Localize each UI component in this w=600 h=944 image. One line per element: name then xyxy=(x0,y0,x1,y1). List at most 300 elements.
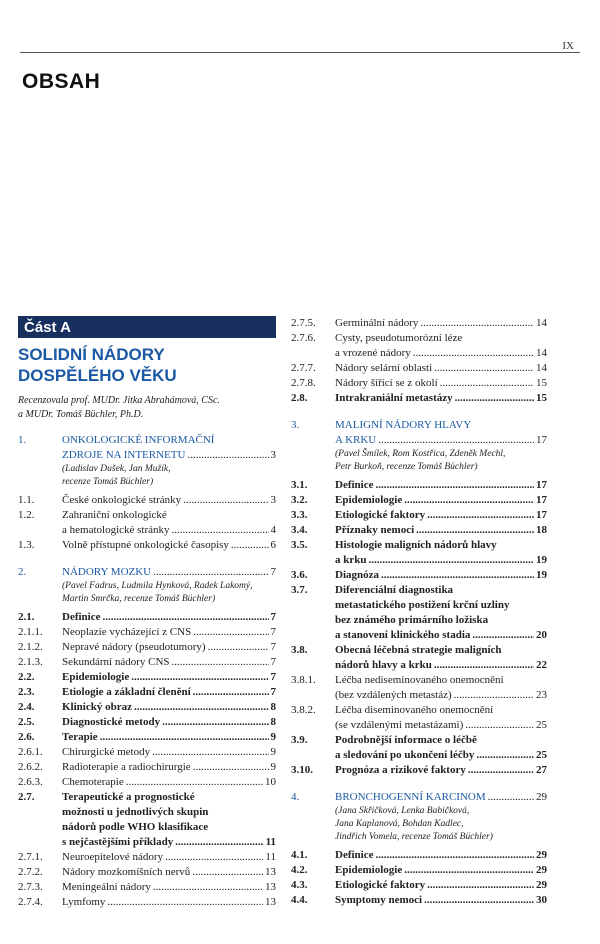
dot-leader xyxy=(134,700,269,715)
toc-entry-body xyxy=(62,508,276,538)
toc-entry-number: 3.5. xyxy=(291,539,308,551)
toc-chapter[interactable] xyxy=(18,433,276,493)
dot-leader xyxy=(153,565,268,580)
toc-entry-title-text: nádorů podle WHO klasifikace xyxy=(62,821,209,833)
toc-entry-title-text: Obecná léčebná strategie maligních xyxy=(335,644,502,656)
toc-entry-body xyxy=(335,361,547,376)
dot-leader xyxy=(468,763,534,778)
toc-entry-title-line xyxy=(62,610,276,625)
toc-entry-title-text: MALIGNÍ NÁDORY HLAVY xyxy=(335,419,472,431)
toc-entry-title-line xyxy=(62,850,276,865)
toc-entry-body xyxy=(62,760,276,775)
toc-entry-page: 17 xyxy=(536,509,547,521)
toc-entry-title-text: Nádory selární oblasti xyxy=(335,362,433,374)
toc-entry-number: 2.7.3. xyxy=(18,881,43,893)
toc-entry-page: 8 xyxy=(270,716,276,728)
chapter-authors-line: (Pavel Šmílek, Rom Kostřica, Zdeněk Mechl, xyxy=(335,449,506,459)
toc-entry-number: 2.7.1. xyxy=(18,851,43,863)
toc-entry-number: 3.10. xyxy=(291,764,313,776)
toc-entry-body xyxy=(62,790,276,850)
toc-entry-number: 4.4. xyxy=(291,894,308,906)
toc-entry-page: 30 xyxy=(536,894,547,906)
toc-entry[interactable] xyxy=(291,643,547,673)
toc-entry[interactable] xyxy=(18,685,276,700)
toc-entry-number: 2.4. xyxy=(18,701,35,713)
toc-entry-body xyxy=(335,878,547,893)
toc-entry-title-text: nádorů hlavy a krku xyxy=(335,659,432,671)
toc-entry-body xyxy=(62,745,276,760)
toc-entry-page: 15 xyxy=(536,392,547,404)
toc-entry-title-text: Nepravé nádory (pseudotumory) xyxy=(62,641,206,653)
reviewers-line: a MUDr. Tomáš Büchler, Ph.D. xyxy=(18,408,144,420)
toc-entry-number: 2.7.6. xyxy=(291,332,316,344)
toc-entry-page: 14 xyxy=(536,362,547,374)
chapter-authors-line: (Pavel Fadrus, Ludmila Hynková, Radek Lakomý, xyxy=(62,581,253,591)
toc-entry-body xyxy=(62,880,276,895)
toc-entry-number: 2.7.7. xyxy=(291,362,316,374)
toc-entry-title-line xyxy=(335,568,547,583)
toc-entry[interactable] xyxy=(18,538,276,553)
chapter-authors-line: Jindřich Vomela, recenze Tomáš Büchler) xyxy=(335,832,493,842)
toc-entry[interactable] xyxy=(18,895,276,910)
toc-entry-page: 9 xyxy=(270,731,276,743)
toc-entry[interactable] xyxy=(18,730,276,745)
toc-entry-title-line xyxy=(62,655,276,670)
toc-entry-number: 2.1. xyxy=(18,611,35,623)
toc-entry-title-line xyxy=(62,640,276,655)
toc-entry-title-line xyxy=(335,673,547,688)
toc-entry-title-text: Epidemiologie xyxy=(335,864,403,876)
toc-entry-title-text: Epidemiologie xyxy=(62,671,130,683)
toc-entry-title-text: Histologie maligních nádorů hlavy xyxy=(335,539,497,551)
toc-entry-title-text: Etiologické faktory xyxy=(335,509,426,521)
toc-entry-title-line xyxy=(62,865,276,880)
toc-entry-title-line xyxy=(335,331,547,346)
toc-entry-title-line xyxy=(62,775,276,790)
toc-left-column xyxy=(18,316,276,910)
dot-leader xyxy=(427,508,534,523)
dot-leader xyxy=(434,658,534,673)
dot-leader xyxy=(440,376,534,391)
toc-entry-title-line xyxy=(62,790,276,805)
toc-entry-title-line xyxy=(335,418,547,433)
toc-entry[interactable] xyxy=(18,625,276,640)
toc-entry[interactable] xyxy=(18,610,276,625)
toc-entry-title-text: Diagnóza xyxy=(335,569,379,581)
toc-entry[interactable] xyxy=(291,361,547,376)
dot-leader xyxy=(183,493,268,508)
toc-entry-page: 27 xyxy=(536,764,547,776)
toc-entry-title-text: Podrobnější informace o léčbě xyxy=(335,734,477,746)
toc-entry-number: 2.1.3. xyxy=(18,656,43,668)
toc-entry-body xyxy=(62,775,276,790)
toc-entry[interactable] xyxy=(291,863,547,878)
dot-leader xyxy=(416,523,534,538)
dot-leader xyxy=(434,361,534,376)
toc-entry-body xyxy=(62,895,276,910)
toc-entry[interactable] xyxy=(18,865,276,880)
toc-entry-body xyxy=(335,493,547,508)
toc-entry-title-text: Terapie xyxy=(62,731,98,743)
toc-entry-title-text: a vrozené nádory xyxy=(335,347,411,359)
dot-leader xyxy=(193,760,269,775)
toc-entry-title-line xyxy=(62,700,276,715)
dot-leader xyxy=(102,610,268,625)
toc-entry-title-line xyxy=(62,805,276,820)
toc-entry[interactable] xyxy=(291,673,547,703)
part-title xyxy=(18,344,276,386)
toc-entry-title-line xyxy=(335,733,547,748)
toc-chapter[interactable] xyxy=(18,565,276,610)
toc-entry-title-text: Definice xyxy=(335,479,374,491)
toc-entry[interactable] xyxy=(291,508,547,523)
toc-entry-page: 17 xyxy=(536,479,547,491)
toc-entry-title-text: Prognóza a rizikové faktory xyxy=(335,764,466,776)
toc-entry-body xyxy=(62,670,276,685)
toc-entry-body xyxy=(335,763,547,778)
toc-entry-body xyxy=(62,433,276,493)
dot-leader xyxy=(427,878,534,893)
dot-leader xyxy=(375,848,534,863)
toc-entry-page: 18 xyxy=(536,524,547,536)
toc-entry[interactable] xyxy=(291,493,547,508)
toc-entry-page: 13 xyxy=(265,896,276,908)
toc-entry-page: 7 xyxy=(270,626,276,638)
toc-entry[interactable] xyxy=(18,700,276,715)
toc-entry-page: 29 xyxy=(536,791,547,803)
toc-entry-page: 9 xyxy=(270,746,276,758)
toc-entry-number: 2.1.2. xyxy=(18,641,43,653)
toc-entry-title-text: Klinický obraz xyxy=(62,701,132,713)
toc-entry-page: 7 xyxy=(270,671,276,683)
toc-entry[interactable] xyxy=(291,848,547,863)
toc-entry-title-text: Intrakraniální metastázy xyxy=(335,392,453,404)
toc-entry-title-text: Terapeutické a prognostické xyxy=(62,791,195,803)
toc-entry-number: 3.1. xyxy=(291,479,308,491)
dot-leader xyxy=(126,775,263,790)
toc-entry-body xyxy=(335,568,547,583)
toc-entry-body xyxy=(335,478,547,493)
toc-entry-number: 2.6.1. xyxy=(18,746,43,758)
reviewers-line: Recenzovala prof. MUDr. Jitka Abrahámová, CSc. xyxy=(18,395,220,406)
toc-entry-title-line xyxy=(62,880,276,895)
dot-leader xyxy=(153,880,263,895)
toc-entry-number: 2.6.2. xyxy=(18,761,43,773)
toc-entry-page: 14 xyxy=(536,347,547,359)
toc-entry-title-line xyxy=(62,448,276,463)
toc-entry-page: 15 xyxy=(536,377,547,389)
toc-entry-page: 22 xyxy=(536,659,547,671)
toc-entry-number: 2.6.3. xyxy=(18,776,43,788)
toc-entry[interactable] xyxy=(18,493,276,508)
toc-entry-number: 1.3. xyxy=(18,539,35,551)
toc-entry[interactable] xyxy=(291,391,547,406)
toc-entry[interactable] xyxy=(291,538,547,568)
toc-entry-page: 11 xyxy=(265,851,276,863)
chapter-authors xyxy=(335,805,547,844)
toc-entry-number: 3.8. xyxy=(291,644,308,656)
toc-entry-page: 25 xyxy=(536,749,547,761)
toc-chapter[interactable] xyxy=(291,790,547,848)
toc-entry-title-line xyxy=(335,391,547,406)
toc-entry-page: 7 xyxy=(270,566,276,578)
toc-entry-number: 2.2. xyxy=(18,671,35,683)
dot-leader xyxy=(413,346,534,361)
toc-entry-body xyxy=(335,331,547,361)
toc-entry-body xyxy=(62,640,276,655)
toc-entry-number: 3.9. xyxy=(291,734,308,746)
toc-entry[interactable] xyxy=(291,568,547,583)
toc-entry[interactable] xyxy=(291,583,547,643)
toc-entry-page: 29 xyxy=(536,849,547,861)
toc-entry[interactable] xyxy=(18,655,276,670)
dot-leader xyxy=(152,745,268,760)
dot-leader xyxy=(175,835,263,850)
toc-entry-title-line xyxy=(335,703,547,718)
toc-entry-title-text: s nejčastějšími příklady xyxy=(62,836,174,848)
toc-entry-title-line xyxy=(335,613,547,628)
toc-entry-page: 7 xyxy=(270,686,276,698)
toc-entry-number: 4.1. xyxy=(291,849,308,861)
toc-entry-title-text: (se vzdálenými metastázami) xyxy=(335,719,464,731)
toc-entry-title-line xyxy=(335,316,547,331)
toc-entry-page: 13 xyxy=(265,866,276,878)
toc-entry-page: 17 xyxy=(536,494,547,506)
chapter-authors xyxy=(335,448,547,474)
toc-entry-page: 23 xyxy=(536,689,547,701)
toc-entry-number: 2.7.5. xyxy=(291,317,316,329)
toc-entry[interactable] xyxy=(291,733,547,763)
toc-entry[interactable] xyxy=(18,715,276,730)
toc-entry-page: 7 xyxy=(270,656,276,668)
toc-entry-title-line xyxy=(62,745,276,760)
part-reviewers xyxy=(18,394,276,421)
toc-entry-title-text: Nádory šířící se z okolí xyxy=(335,377,438,389)
toc-entry-body xyxy=(62,850,276,865)
toc-entry-title-line xyxy=(62,715,276,730)
toc-entry-page: 8 xyxy=(270,701,276,713)
toc-entry-body xyxy=(335,848,547,863)
toc-entry-title-text: ZDROJE NA INTERNETU xyxy=(62,449,186,461)
dot-leader xyxy=(369,553,535,568)
toc-entry[interactable] xyxy=(291,878,547,893)
toc-entry[interactable] xyxy=(18,745,276,760)
chapter-authors-line: (Ladislav Dušek, Jan Mužík, xyxy=(62,464,171,474)
chapter-authors-line: recenze Tomáš Büchler) xyxy=(62,477,154,487)
dot-leader xyxy=(454,688,534,703)
toc-entry-page: 7 xyxy=(270,641,276,653)
toc-entry[interactable] xyxy=(291,331,547,361)
toc-entry-page: 6 xyxy=(270,539,276,551)
toc-entry-title-text: NÁDORY MOZKU xyxy=(62,566,152,578)
toc-entry-page: 3 xyxy=(270,494,276,506)
toc-entry-title-text: Etiologické faktory xyxy=(335,879,426,891)
toc-entry-title-text: Diferenciální diagnostika xyxy=(335,584,454,596)
toc-entry-title-text: Germinální nádory xyxy=(335,317,419,329)
dot-leader xyxy=(472,628,534,643)
toc-entry-title-text: možnosti u jednotlivých skupin xyxy=(62,806,209,818)
toc-entry-title-line xyxy=(335,790,547,805)
toc-entry-title-text: Zahraniční onkologické xyxy=(62,509,167,521)
toc-entry-body xyxy=(335,583,547,643)
toc-entry-body xyxy=(335,523,547,538)
toc-entry-title-line xyxy=(335,493,547,508)
dot-leader xyxy=(187,448,268,463)
dot-leader xyxy=(162,715,268,730)
toc-entry-title-line xyxy=(62,565,276,580)
toc-entry-title-line xyxy=(335,523,547,538)
dot-leader xyxy=(172,523,269,538)
toc-entry-title-text: Neoplazie vycházející z CNS xyxy=(62,626,192,638)
toc-entry-title-line xyxy=(62,730,276,745)
toc-entry-page: 11 xyxy=(265,836,276,848)
toc-entry-number: 2. xyxy=(18,566,27,578)
toc-entry-number: 4. xyxy=(291,791,300,803)
toc-entry-number: 4.3. xyxy=(291,879,308,891)
toc-entry-number: 2.7.8. xyxy=(291,377,316,389)
toc-entry-title-line xyxy=(62,670,276,685)
toc-entry-title-text: Neuroepitelové nádory xyxy=(62,851,164,863)
dot-leader xyxy=(404,863,534,878)
toc-entry[interactable] xyxy=(18,670,276,685)
toc-entry-number: 3.6. xyxy=(291,569,308,581)
chapter-authors xyxy=(62,580,276,606)
toc-entry[interactable] xyxy=(291,316,547,331)
toc-entry-page: 19 xyxy=(536,569,547,581)
dot-leader xyxy=(100,730,269,745)
toc-entry-title-line xyxy=(335,628,547,643)
toc-entry-body xyxy=(62,493,276,508)
toc-entry-body xyxy=(62,610,276,625)
toc-entry-page: 14 xyxy=(536,317,547,329)
toc-entry-page: 20 xyxy=(536,629,547,641)
toc-entry-title-line xyxy=(335,863,547,878)
toc-entry-page: 9 xyxy=(270,761,276,773)
toc-entry-body xyxy=(62,538,276,553)
toc-entry-title-line xyxy=(62,760,276,775)
toc-entry-title-text: Chirurgické metody xyxy=(62,746,151,758)
toc-entry[interactable] xyxy=(291,763,547,778)
toc-entry[interactable] xyxy=(291,523,547,538)
chapter-authors-line: Martin Smrčka, recenze Tomáš Büchler) xyxy=(62,594,216,604)
toc-entry[interactable] xyxy=(291,376,547,391)
toc-entry[interactable] xyxy=(18,775,276,790)
toc-entry-page: 7 xyxy=(270,611,276,623)
toc-entry-title-text: Cysty, pseudotumorózní léze xyxy=(335,332,463,344)
toc-entry[interactable] xyxy=(18,850,276,865)
toc-entry-page: 19 xyxy=(536,554,547,566)
dot-leader xyxy=(465,718,534,733)
toc-entry-title-text: a sledování po ukončení léčby xyxy=(335,749,475,761)
toc-entry-page: 29 xyxy=(536,864,547,876)
dot-leader xyxy=(488,790,534,805)
toc-entry-number: 3. xyxy=(291,419,300,431)
toc-entry[interactable] xyxy=(18,880,276,895)
toc-entry-title-line xyxy=(62,508,276,523)
toc-entry[interactable] xyxy=(291,703,547,733)
toc-entry-title-line xyxy=(62,895,276,910)
toc-entry-number: 1.2. xyxy=(18,509,35,521)
toc-entry[interactable] xyxy=(291,478,547,493)
toc-chapter[interactable] xyxy=(291,418,547,478)
toc-entry-page: 10 xyxy=(265,776,276,788)
page-heading: OBSAH xyxy=(22,70,101,93)
toc-entry-number: 2.1.1. xyxy=(18,626,43,638)
toc-entry-body xyxy=(335,893,547,908)
toc-entry-title-line xyxy=(62,493,276,508)
toc-entry-title-text: Definice xyxy=(335,849,374,861)
toc-entry-number: 3.8.2. xyxy=(291,704,316,716)
page-number: IX xyxy=(562,40,574,52)
dot-leader xyxy=(165,850,263,865)
toc-entry-title-line xyxy=(62,523,276,538)
toc-entry-title-line xyxy=(62,625,276,640)
toc-entry[interactable] xyxy=(18,790,276,850)
toc-entry-body xyxy=(62,655,276,670)
toc-entry-title-line xyxy=(335,376,547,391)
toc-entry-title-text: Radioterapie a radiochirurgie xyxy=(62,761,191,773)
toc-entry-page: 4 xyxy=(270,524,276,536)
toc-entry-title-line xyxy=(62,835,276,850)
dot-leader xyxy=(208,640,269,655)
toc-entry-body xyxy=(62,685,276,700)
toc-entry-title-text: Symptomy nemoci xyxy=(335,894,423,906)
toc-entry-body xyxy=(335,391,547,406)
toc-entry-title-text: České onkologické stránky xyxy=(62,494,182,506)
toc-entry[interactable] xyxy=(18,760,276,775)
toc-entry-title-text: bez známého primárního ložiska xyxy=(335,614,489,626)
toc-entry-number: 3.3. xyxy=(291,509,308,521)
toc-entry-page: 3 xyxy=(270,449,276,461)
toc-entry-title-text: BRONCHOGENNÍ KARCINOM xyxy=(335,791,486,803)
toc-entry-title-line xyxy=(335,688,547,703)
toc-entry-title-line xyxy=(335,748,547,763)
toc-entry-title-line xyxy=(335,763,547,778)
toc-entry-number: 2.7.2. xyxy=(18,866,43,878)
toc-entry-title-text: Chemoterapie xyxy=(62,776,124,788)
toc-entry-title-text: Lymfomy xyxy=(62,896,106,908)
toc-entry[interactable] xyxy=(18,640,276,655)
toc-entry-title-line xyxy=(62,433,276,448)
toc-entry-title-text: Sekundární nádory CNS xyxy=(62,656,170,668)
toc-entry-title-line xyxy=(335,538,547,553)
toc-entry-page: 25 xyxy=(536,719,547,731)
toc-right-column xyxy=(291,316,547,908)
toc-entry-body xyxy=(62,730,276,745)
dot-leader xyxy=(131,670,268,685)
toc-entry-body xyxy=(335,863,547,878)
toc-entry-title-text: Diagnostické metody xyxy=(62,716,161,728)
toc-entry-number: 3.8.1. xyxy=(291,674,316,686)
toc-entry-title-text: Léčba diseminovaného onemocnění xyxy=(335,704,494,716)
toc-entry-title-text: metastatického postižení krční uzliny xyxy=(335,599,510,611)
toc-entry[interactable] xyxy=(291,893,547,908)
toc-entry-title-line xyxy=(335,553,547,568)
toc-entry-title-line xyxy=(62,538,276,553)
toc-entry-body xyxy=(335,418,547,478)
dot-leader xyxy=(420,316,534,331)
toc-entry-title-line xyxy=(335,478,547,493)
toc-entry[interactable] xyxy=(18,508,276,538)
dot-leader xyxy=(424,893,534,908)
toc-entry-number: 3.2. xyxy=(291,494,308,506)
toc-entry-title-line xyxy=(335,878,547,893)
toc-entry-number: 1.1. xyxy=(18,494,35,506)
chapter-authors-line: Jana Kaplanová, Bohdan Kadlec, xyxy=(335,819,464,829)
toc-entry-page: 17 xyxy=(536,434,547,446)
toc-entry-title-text: A KRKU xyxy=(335,434,377,446)
toc-entry-title-line xyxy=(335,848,547,863)
